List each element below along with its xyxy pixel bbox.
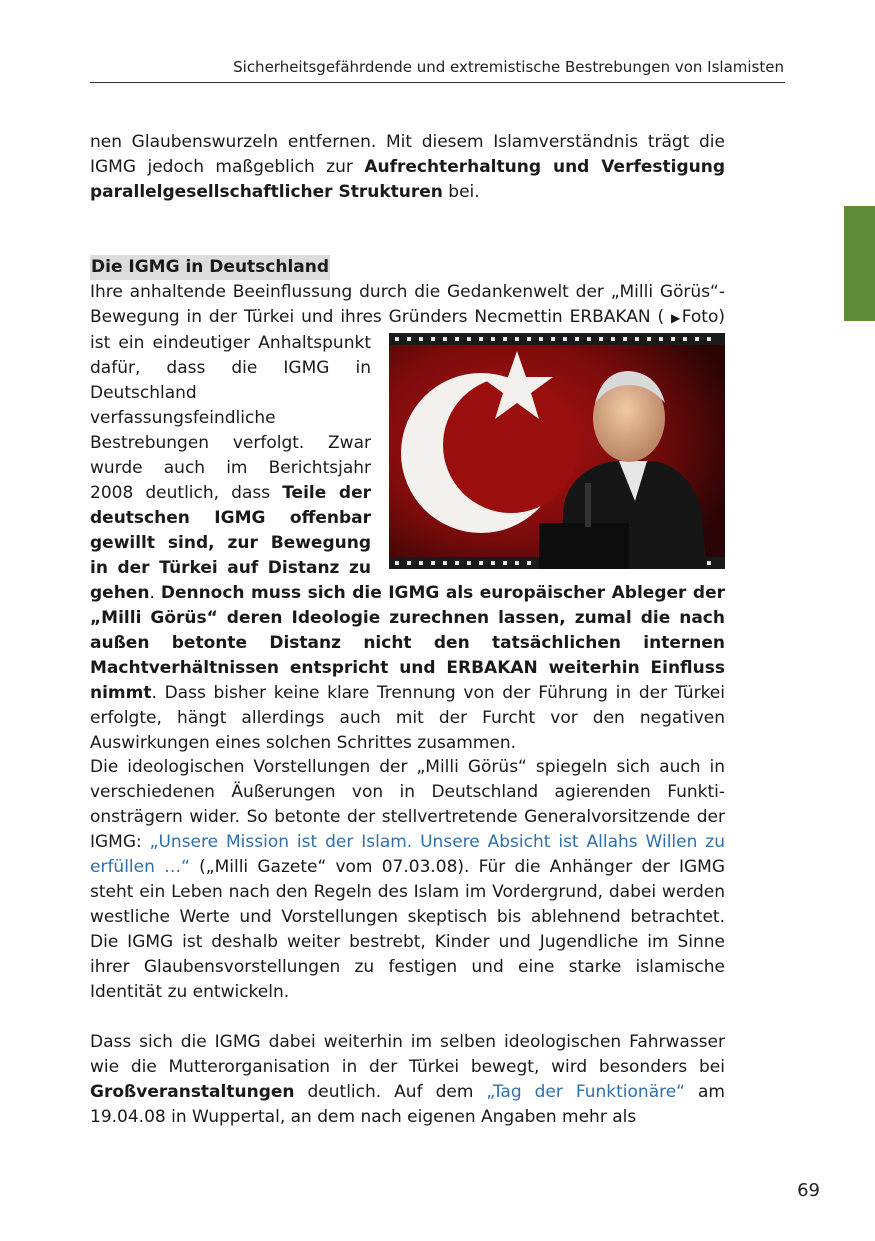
page-number: 69 <box>797 1180 820 1201</box>
para3-text-1: Die ideologischen Vorstellungen der „Milli Görüs“ spiegeln sich auch in verschiedenen Äußerungen von in Deutschland agierenden Funktionsträgern wider. So betonte der stellvertretende Generalvorsitzende der IGMG: <box>90 757 725 852</box>
section-text-3: . <box>149 583 161 603</box>
para4-text-1: Dass sich die IGMG dabei weiterhin im selben ideologischen Fahrwasser wie die Mutterorganisation in der Türkei bewegt, wird besonders bei <box>90 1032 725 1077</box>
paragraph-events <box>90 1030 725 1130</box>
section-text-2: Foto) ist ein eindeutiger Anhaltspunkt dafür, dass die IGMG in Deutschland verfassungsfeindliche Bestrebungen verfolgt. Zwar wurde auch im Berichtsjahr 2008 deutlich, dass <box>90 307 726 503</box>
section-igmg-deutschland <box>90 255 725 756</box>
quote-tag-der-funktionaere: „Tag der Funktionäre“ <box>486 1082 685 1102</box>
section-text-1: Ihre anhaltende Beeinflussung durch die Gedankenwelt der „Milli Görüs“-Bewegung in der Türkei und ihres Gründers Necmettin ERBAKAN ( <box>90 282 725 327</box>
paragraph-ideology <box>90 755 725 1005</box>
chapter-tab <box>844 206 875 321</box>
section-bold-2: Dennoch muss sich die IGMG als europäischer Ableger der „Milli Görüs“ deren Ideologie zurechnen lassen, zumal die nach außen betonte Distanz nicht den tatsächlichen internen Machtverhältnissen entspricht und ERBAKAN weiterhin Einfluss nimmt <box>90 583 725 703</box>
quote-mission: „Unsere Mission ist der Islam. Unsere Absicht ist Allahs Willen zu erfüllen …“ <box>90 832 725 877</box>
para4-text-2: deutlich. Auf dem <box>294 1082 487 1102</box>
running-header: Sicherheitsgefährdende und extremistische Bestrebungen von Islamisten <box>233 58 784 76</box>
paragraph-intro <box>90 130 725 205</box>
para1-text: nen Glaubenswurzeln entfernen. Mit diesem Islamverständnis trägt die IGMG jedoch maßgeblich zur <box>90 132 725 177</box>
header-rule <box>90 82 785 83</box>
erbakan-photo <box>389 333 725 569</box>
photo-illustration <box>389 333 725 569</box>
section-bold-1: Teile der deutschen IGMG offenbar gewillt sind, zur Bewegung in der Türkei auf Distanz zu gehen <box>90 483 371 603</box>
photo-arrow-icon: ▶ <box>671 311 682 325</box>
para4-text-3: am 19.04.08 in Wuppertal, an dem nach eigenen Angaben mehr als <box>90 1082 725 1127</box>
para4-bold: Großveranstaltungen <box>90 1082 295 1102</box>
para3-text-2: („Milli Gazete“ vom 07.03.08). Für die Anhänger der IGMG steht ein Leben nach den Regeln des Islam im Vordergrund, dabei werden westliche Werte und Vorstellungen skeptisch bis ablehnend betrachtet. Die IGMG ist deshalb weiter bestrebt, Kinder und Jugendliche im Sinne ihrer Glaubensvorstellungen zu festigen und eine starke islamische Identität zu entwickeln. <box>90 857 725 1002</box>
para1-text-end: bei. <box>442 182 480 202</box>
section-heading: Die IGMG in Deutschland <box>90 255 330 280</box>
section-text-4: . Dass bisher keine klare Trennung von der Führung in der Türkei erfolgte, hängt allerdings auch mit der Furcht vor den negativen Auswirkungen eines solchen Schrittes zusammen. <box>90 683 725 753</box>
para1-bold: Aufrechterhaltung und Verfestigung parallelgesellschaftlicher Strukturen <box>90 157 725 202</box>
